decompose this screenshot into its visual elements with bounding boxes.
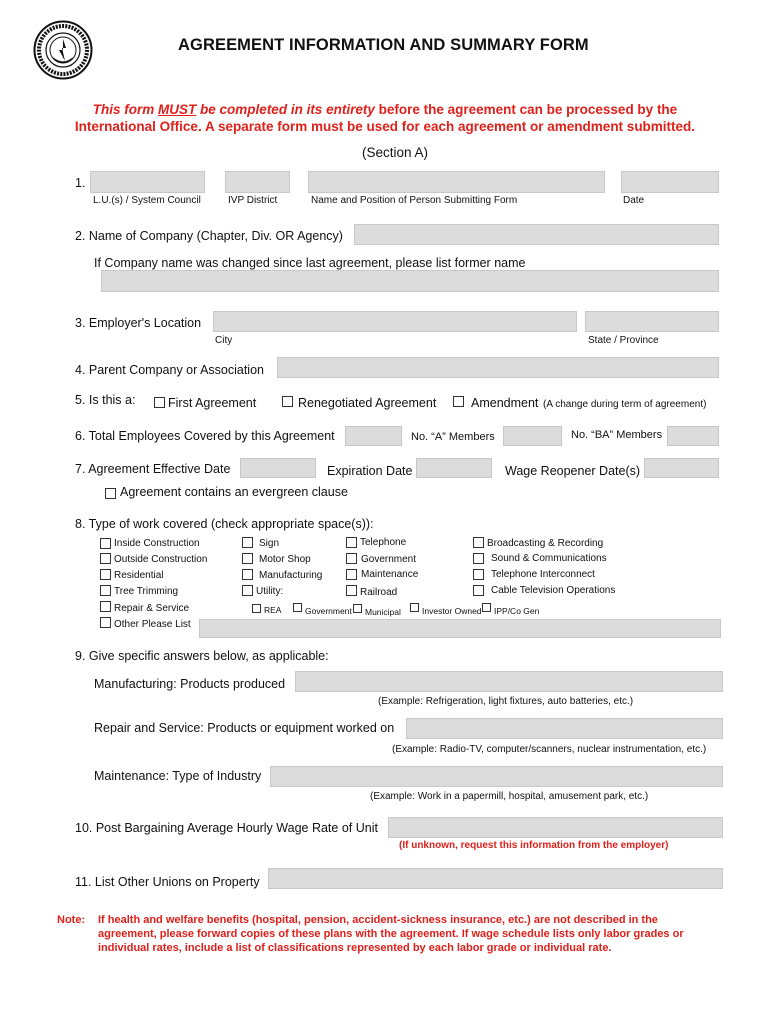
checkbox-ipp[interactable] (482, 603, 491, 612)
repair-label: Repair and Service: Products or equipment worked on (94, 721, 395, 735)
note-line-2: agreement, please forward copies of these plans with the agreement. If wage schedule lists only labor grades or (98, 928, 684, 940)
renegotiated-label: Renegotiated Agreement (298, 396, 437, 410)
checkbox-motor-shop[interactable] (242, 553, 253, 564)
work-telephone-interconnect: Telephone Interconnect (491, 569, 595, 580)
effective-date-field[interactable] (240, 458, 316, 478)
checkbox-utility[interactable] (242, 585, 253, 596)
industry-type-field[interactable] (270, 766, 723, 787)
work-maintenance: Maintenance (361, 569, 419, 580)
checkbox-residential[interactable] (100, 569, 111, 580)
work-tree-trimming: Tree Trimming (114, 586, 179, 597)
note-label: Note: (57, 914, 86, 926)
q9-label: 9. Give specific answers below, as applicable: (75, 649, 329, 663)
products-produced-field[interactable] (295, 671, 723, 692)
q7-label: 7. Agreement Effective Date (75, 462, 231, 476)
city-label: City (215, 335, 233, 346)
checkbox-sign[interactable] (242, 537, 253, 548)
q3-label: 3. Employer's Location (75, 316, 202, 330)
manufacturing-example: (Example: Refrigeration, light fixtures, auto batteries, etc.) (378, 696, 634, 707)
checkbox-municipal[interactable] (353, 604, 362, 613)
expiration-date-field[interactable] (416, 458, 492, 478)
q10-label: 10. Post Bargaining Average Hourly Wage Rate of Unit (75, 821, 378, 835)
checkbox-railroad[interactable] (346, 585, 357, 596)
ivp-district-field[interactable] (225, 171, 290, 193)
utility-municipal: Municipal (365, 607, 401, 617)
work-residential: Residential (114, 570, 164, 581)
former-name-label: If Company name was changed since last agreement, please list former name (94, 256, 526, 270)
date-field[interactable] (621, 171, 719, 193)
ba-members-label: No. “BA” Members (571, 429, 663, 441)
q1-number: 1. (75, 176, 86, 190)
utility-government: Government (305, 606, 352, 616)
utility-rea: REA (264, 605, 282, 615)
work-motor-shop: Motor Shop (259, 554, 311, 565)
q4-label: 4. Parent Company or Association (75, 363, 264, 377)
repair-example: (Example: Radio-TV, computer/scanners, nuclear instrumentation, etc.) (392, 744, 707, 755)
reopener-date-field[interactable] (644, 458, 719, 478)
note-line-1: If health and welfare benefits (hospital, pension, accident-sickness insurance, etc.) are not described in the (98, 914, 658, 926)
q5-label: 5. Is this a: (75, 393, 136, 407)
other-work-field[interactable] (199, 619, 721, 638)
expiration-label: Expiration Date (327, 464, 413, 478)
work-utility: Utility: (256, 586, 284, 597)
company-name-field[interactable] (354, 224, 719, 245)
note-line-3: individual rates, include a list of classifications represented by each labor grade or individual rate. (98, 942, 612, 954)
a-members-label: No. “A” Members (411, 431, 495, 443)
checkbox-repair-service[interactable] (100, 601, 111, 612)
checkbox-cable-tv[interactable] (473, 585, 484, 596)
checkbox-outside-construction[interactable] (100, 553, 111, 564)
intro-rest: before the agreement can be processed by the (374, 102, 678, 117)
checkbox-other[interactable] (100, 617, 111, 628)
a-members-field[interactable] (503, 426, 562, 446)
checkbox-telephone-interconnect[interactable] (473, 569, 484, 580)
submitter-name-field[interactable] (308, 171, 605, 193)
work-other: Other Please List (114, 619, 191, 630)
checkbox-sound-comm[interactable] (473, 553, 484, 564)
work-sound-comm: Sound & Communications (491, 553, 607, 564)
q6-label: 6. Total Employees Covered by this Agreement (75, 429, 335, 443)
q2-label: 2. Name of Company (Chapter, Div. OR Agency) (75, 229, 343, 243)
amendment-note: (A change during term of agreement) (543, 399, 707, 410)
first-agreement-label: First Agreement (168, 396, 257, 410)
checkbox-manufacturing[interactable] (242, 569, 253, 580)
ba-members-field[interactable] (667, 426, 719, 446)
checkbox-government[interactable] (346, 553, 357, 564)
utility-ipp: IPP/Co Gen (494, 606, 540, 616)
checkbox-rea[interactable] (252, 604, 261, 613)
utility-investor-owned: Investor Owned (422, 606, 482, 616)
city-field[interactable] (213, 311, 577, 332)
date-label: Date (623, 195, 645, 206)
intro-mid: be completed in its entirety (196, 102, 375, 117)
manufacturing-label: Manufacturing: Products produced (94, 677, 286, 691)
work-telephone: Telephone (360, 537, 407, 548)
work-outside-construction: Outside Construction (114, 554, 208, 565)
work-railroad: Railroad (360, 587, 398, 598)
checkbox-utility-government[interactable] (293, 603, 302, 612)
work-repair-service: Repair & Service (114, 603, 190, 614)
work-manufacturing: Manufacturing (259, 570, 323, 581)
lu-label: L.U.(s) / System Council (93, 195, 201, 206)
intro-lead: This form (92, 102, 159, 117)
work-broadcasting: Broadcasting & Recording (487, 538, 604, 549)
state-field[interactable] (585, 311, 719, 332)
intro-line-2: International Office. A separate form must be used for each agreement or amendment submitted. (74, 119, 696, 134)
renegotiated-checkbox[interactable] (282, 396, 293, 407)
work-sign: Sign (259, 538, 280, 549)
intro-line-1 (0, 101, 770, 118)
page-title: AGREEMENT INFORMATION AND SUMMARY FORM (178, 36, 589, 54)
checkbox-maintenance[interactable] (346, 569, 357, 580)
lu-system-council-field[interactable] (90, 171, 205, 193)
equipment-worked-field[interactable] (406, 718, 723, 739)
reopener-label: Wage Reopener Date(s) (505, 464, 641, 478)
section-label: (Section A) (361, 145, 429, 160)
amendment-label: Amendment (471, 396, 539, 410)
evergreen-label: Agreement contains an evergreen clause (120, 485, 348, 499)
maintenance-label: Maintenance: Type of Industry (94, 769, 262, 783)
work-government: Government (361, 554, 417, 565)
work-inside-construction: Inside Construction (114, 538, 200, 549)
work-cable-tv: Cable Television Operations (491, 585, 616, 596)
checkbox-telephone[interactable] (346, 537, 357, 548)
checkbox-inside-construction[interactable] (100, 538, 111, 549)
intro-must: MUST (158, 102, 197, 117)
amendment-checkbox[interactable] (453, 396, 464, 407)
q8-label: 8. Type of work covered (check appropriate space(s)): (75, 517, 374, 531)
checkbox-investor-owned[interactable] (410, 603, 419, 612)
checkbox-broadcasting[interactable] (473, 537, 484, 548)
former-name-field[interactable] (101, 270, 719, 292)
maintenance-example: (Example: Work in a papermill, hospital, amusement park, etc.) (370, 791, 649, 802)
union-seal-icon (33, 20, 93, 80)
parent-company-field[interactable] (277, 357, 719, 378)
state-label: State / Province (588, 335, 659, 346)
wage-rate-field[interactable] (388, 817, 723, 838)
wage-rate-note: (If unknown, request this information from the employer) (399, 840, 669, 851)
checkbox-tree-trimming[interactable] (100, 585, 111, 596)
other-unions-field[interactable] (268, 868, 723, 889)
first-agreement-checkbox[interactable] (154, 397, 165, 408)
submitter-label: Name and Position of Person Submitting Form (311, 195, 518, 206)
ivp-label: IVP District (228, 195, 278, 206)
q11-label: 11. List Other Unions on Property (75, 875, 260, 889)
evergreen-checkbox[interactable] (105, 488, 116, 499)
total-employees-field[interactable] (345, 426, 402, 446)
